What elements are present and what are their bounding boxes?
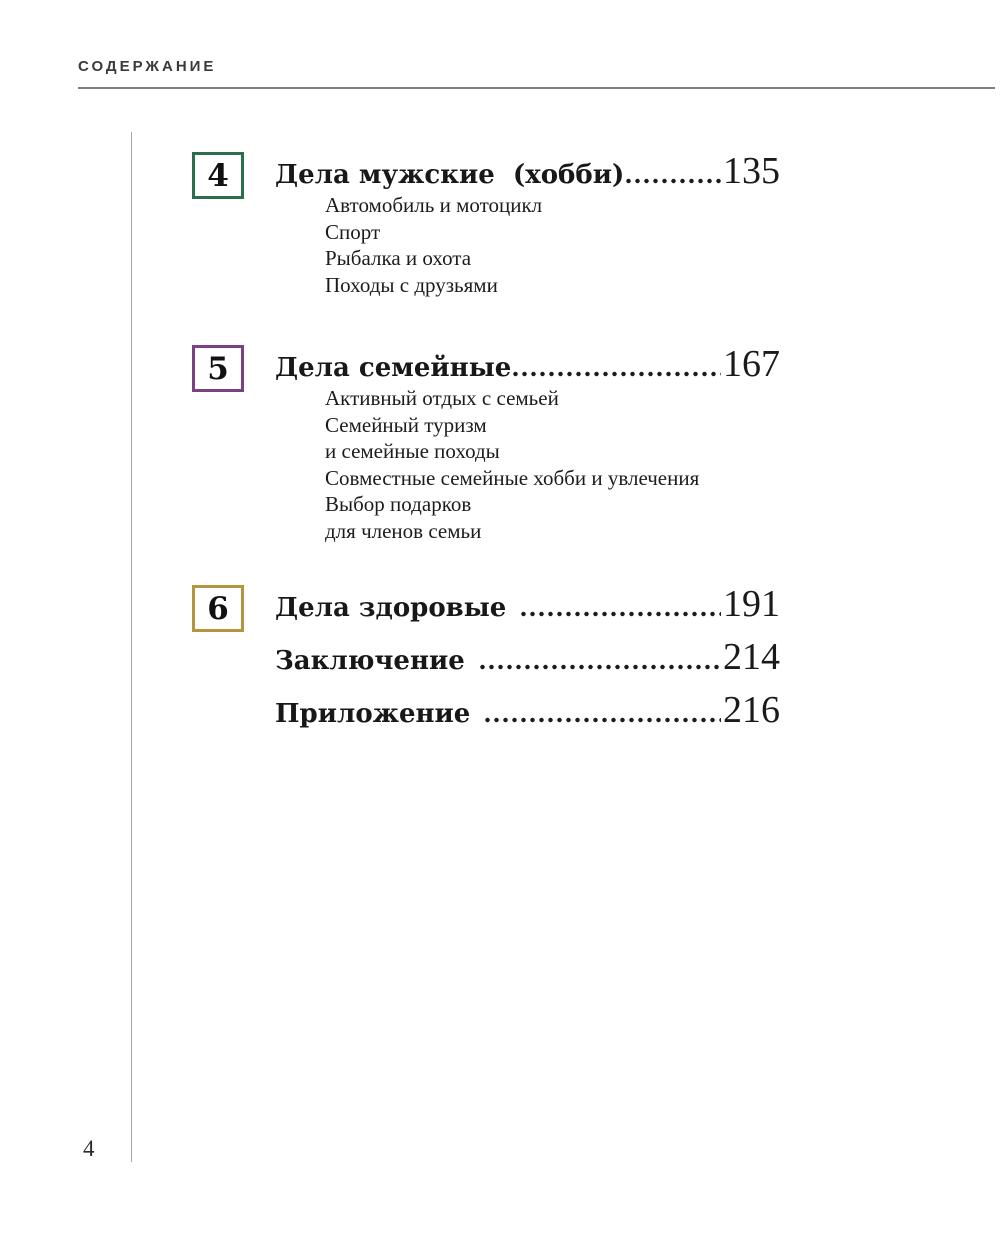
section-title: Приложение [275, 699, 471, 729]
toc-entry-appendix [275, 689, 780, 731]
toc-entry-conclusion [275, 636, 780, 678]
subitem: Активный отдых с семьей [325, 386, 559, 410]
dot-leader [513, 371, 721, 377]
dot-leader [626, 178, 721, 184]
section-title: Дела мужские (хобби) [275, 160, 625, 190]
section-title: Дела здоровые [275, 593, 507, 623]
subitem: Семейный туризм [325, 412, 487, 437]
toc-section-6 [192, 583, 780, 625]
page-ref: 191 [723, 583, 780, 625]
section-number-box: 6 [192, 585, 244, 632]
subitem: для членов семьи [325, 518, 482, 543]
page-ref: 135 [723, 150, 780, 192]
subitem: Выбор подарков [325, 492, 472, 516]
subitem: Автомобиль и мотоцикл [325, 193, 543, 217]
subitem: Спорт [325, 219, 381, 244]
subitem: Рыбалка и охота [325, 246, 472, 270]
dot-leader [485, 717, 721, 723]
vertical-rule [131, 132, 132, 1162]
section-subitems [325, 385, 780, 544]
page-ref: 167 [723, 343, 780, 385]
subitem: и семейные походы [325, 439, 500, 463]
section-number-box: 4 [192, 152, 244, 199]
subitem: Походы с друзьями [325, 272, 498, 297]
section-number-box: 5 [192, 345, 244, 392]
section-title: Заключение [275, 646, 465, 676]
page-ref: 214 [723, 636, 780, 678]
folio-number: 4 [83, 1136, 95, 1161]
toc-entry [275, 150, 780, 192]
toc-section-5 [192, 343, 780, 544]
dot-leader [521, 611, 721, 617]
toc-content [192, 150, 780, 731]
subitem: Совместные семейные хобби и увлечения [325, 465, 700, 490]
section-title: Дела семейные [275, 353, 512, 383]
page-ref: 216 [723, 689, 780, 731]
dot-leader [480, 664, 721, 670]
toc-section-4 [192, 150, 780, 298]
running-head: СОДЕРЖАНИЕ [78, 58, 217, 75]
toc-entry [275, 583, 780, 625]
toc-entry [275, 343, 780, 385]
header-rule [78, 87, 995, 89]
section-subitems [325, 192, 780, 298]
